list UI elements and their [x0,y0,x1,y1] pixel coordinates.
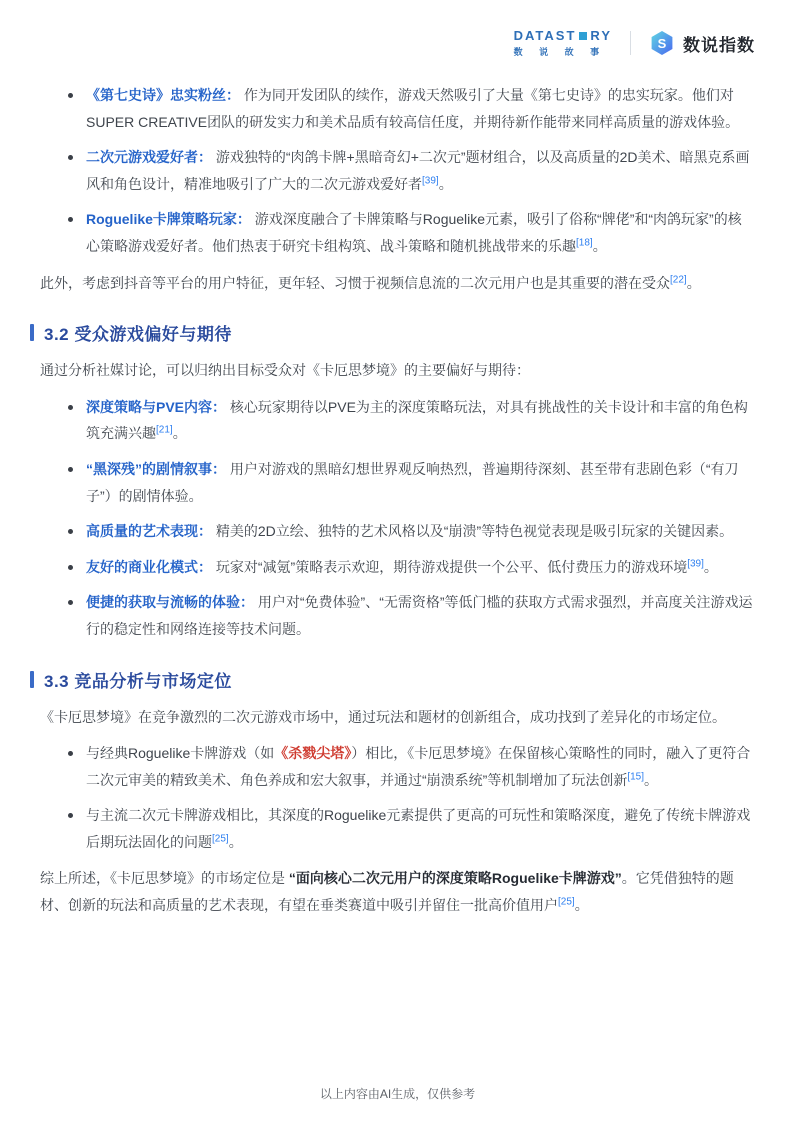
list-item [66,394,755,447]
text-segment: 高质量的艺术表现： [86,523,212,540]
citation-ref[interactable]: [39] [422,175,439,187]
brand-text-right: RY [590,28,612,43]
competitor-bullet-list [66,740,755,855]
text-segment: 。 [574,897,589,914]
audience-bullet-list [66,82,755,260]
text-segment: 玩家对“减氪”策略表示欢迎，期待游戏提供一个公平、低付费压力的游戏环境 [212,558,688,575]
intro-paragraph [40,270,755,297]
heading-accent-bar [30,324,34,341]
svg-text:S: S [657,35,667,51]
citation-ref[interactable]: [22] [670,273,687,285]
list-item [66,144,755,197]
text-segment: 综上所述，《卡厄思梦境》的市场定位是 [40,870,289,887]
section-title-3-2: 3.2 受众游戏偏好与期待 [44,325,232,345]
text-segment: 友好的商业化模式： [86,558,212,575]
text-segment: “黑深残”的剧情叙事： [86,460,226,477]
text-segment: 便捷的获取与流畅的体验： [86,594,254,611]
text-segment: 游戏独特的“肉鸽卡牌+黑暗奇幻+二次元”题材组合，以及高质量的2D美术、暗黑克系画风和角色设计，精准地吸引了广大的二次元游戏爱好者 [86,149,750,192]
text-segment: 与经典Roguelike卡牌游戏（如 [86,745,275,762]
page-header [40,26,755,60]
logo-divider [630,31,631,55]
text-segment: 。 [228,833,243,850]
text-segment: 作为同开发团队的续作，游戏天然吸引了大量《第七史诗》的忠实玩家。他们对SUPER CREATIVE团队的研发实力和美术品质有较高信任度，并期待新作能带来同样高质量的游戏体验。 [86,87,740,130]
text-segment: 。 [703,558,718,575]
list-item [66,82,755,135]
text-segment: 用户对游戏的黑暗幻想世界观反响热烈，普遍期待深刻、甚至带有悲剧色彩（“有刀子”）的剧情体验。 [86,460,739,504]
brand-text-left: DATAST [513,28,577,43]
product-name: 数说指数 [683,35,755,55]
citation-ref[interactable]: [15] [627,771,645,783]
section-heading-3-2 [30,320,755,345]
text-segment: 。 [172,425,187,442]
preferences-bullet-list [66,394,755,643]
shushuo-index-logo [649,30,755,56]
list-item [66,589,755,642]
text-segment: Roguelike卡牌策略玩家： [86,211,251,228]
text-segment: 核心玩家期待以PVE为主的深度策略玩法，对具有挑战性的关卡设计和丰富的角色构筑充满兴趣 [86,398,748,442]
ai-disclaimer: 以上内容由AI生成，仅供参考 [319,1087,476,1101]
list-item [66,802,755,855]
section-heading-3-3 [30,667,755,692]
text-segment: 与主流二次元卡牌游戏相比，其深度的Roguelike元素提供了更高的可玩性和策略深度，避免了传统卡牌游戏后期玩法固化的问题 [86,807,751,850]
section-title-3-3: 3.3 竞品分析与市场定位 [44,671,232,691]
text-segment: 精美的2D立绘、独特的艺术风格以及“崩溃”等特色视觉表现是吸引玩家的关键因素。 [212,523,734,540]
text-segment: 。 [438,175,453,192]
citation-ref[interactable]: [25] [212,833,229,845]
text-segment: 《杀戮尖塔》 [274,745,352,762]
text-segment: 。 [592,237,607,254]
datastory-wordmark [514,28,612,43]
text-segment: 二次元游戏爱好者： [86,149,212,166]
text-segment: ）相比，《卡厄思梦境》在保留核心策略性的同时，融入了更符合二次元审美的精致美术、角色养成和宏大叙事，并通过“崩溃系统”等机制增加了玩法创新 [86,745,751,788]
text-segment: 此外，考虑到抖音等平台的用户特征，更年轻、习惯于视频信息流的二次元用户也是其重要的潜在受众 [40,274,670,291]
citation-ref[interactable]: [18] [576,237,593,249]
heading-accent-bar [30,671,34,688]
conclusion-paragraph [40,865,755,918]
list-item [66,206,755,259]
list-item [66,740,755,793]
text-segment: 《第七史诗》忠实粉丝： [86,87,240,103]
citation-ref[interactable]: [25] [558,896,575,908]
brand-subtext: 数 说 故 事 [513,47,607,57]
section-3-3-lead: 《卡厄思梦境》在竞争激烈的二次元游戏市场中，通过玩法和题材的创新组合，成功找到了差异化的市场定位。 [40,708,726,725]
list-item [66,554,755,581]
text-segment: 。 [686,274,701,291]
list-item [66,518,755,545]
text-segment: “面向核心二次元用户的深度策略Roguelike卡牌游戏” [288,870,622,887]
citation-ref[interactable]: [21] [156,424,173,436]
datastory-logo [514,28,612,58]
list-item [66,456,755,509]
section-3-2-lead: 通过分析社媒讨论，可以归纳出目标受众对《卡厄思梦境》的主要偏好与期待： [40,362,530,379]
citation-ref[interactable]: [39] [687,558,704,570]
text-segment: 。 [644,771,659,788]
square-o-icon [579,32,587,40]
hexagon-s-icon [649,30,675,56]
text-segment: 游戏深度融合了卡牌策略与Roguelike元素，吸引了俗称“牌佬”和“肉鸽玩家”的核心策略游戏爱好者。他们热衷于研究卡组构筑、战斗策略和随机挑战带来的乐趣 [86,211,742,254]
text-segment: 用户对“免费体验”、“无需资格”等低门槛的获取方式需求强烈，并高度关注游戏运行的稳定性和网络连接等技术问题。 [86,594,753,637]
text-segment: 深度策略与PVE内容： [86,398,227,415]
text-segment: 。它凭借独特的题材、创新的玩法和高质量的艺术表现，有望在垂类赛道中吸引并留住一批高价值用户 [40,870,734,914]
